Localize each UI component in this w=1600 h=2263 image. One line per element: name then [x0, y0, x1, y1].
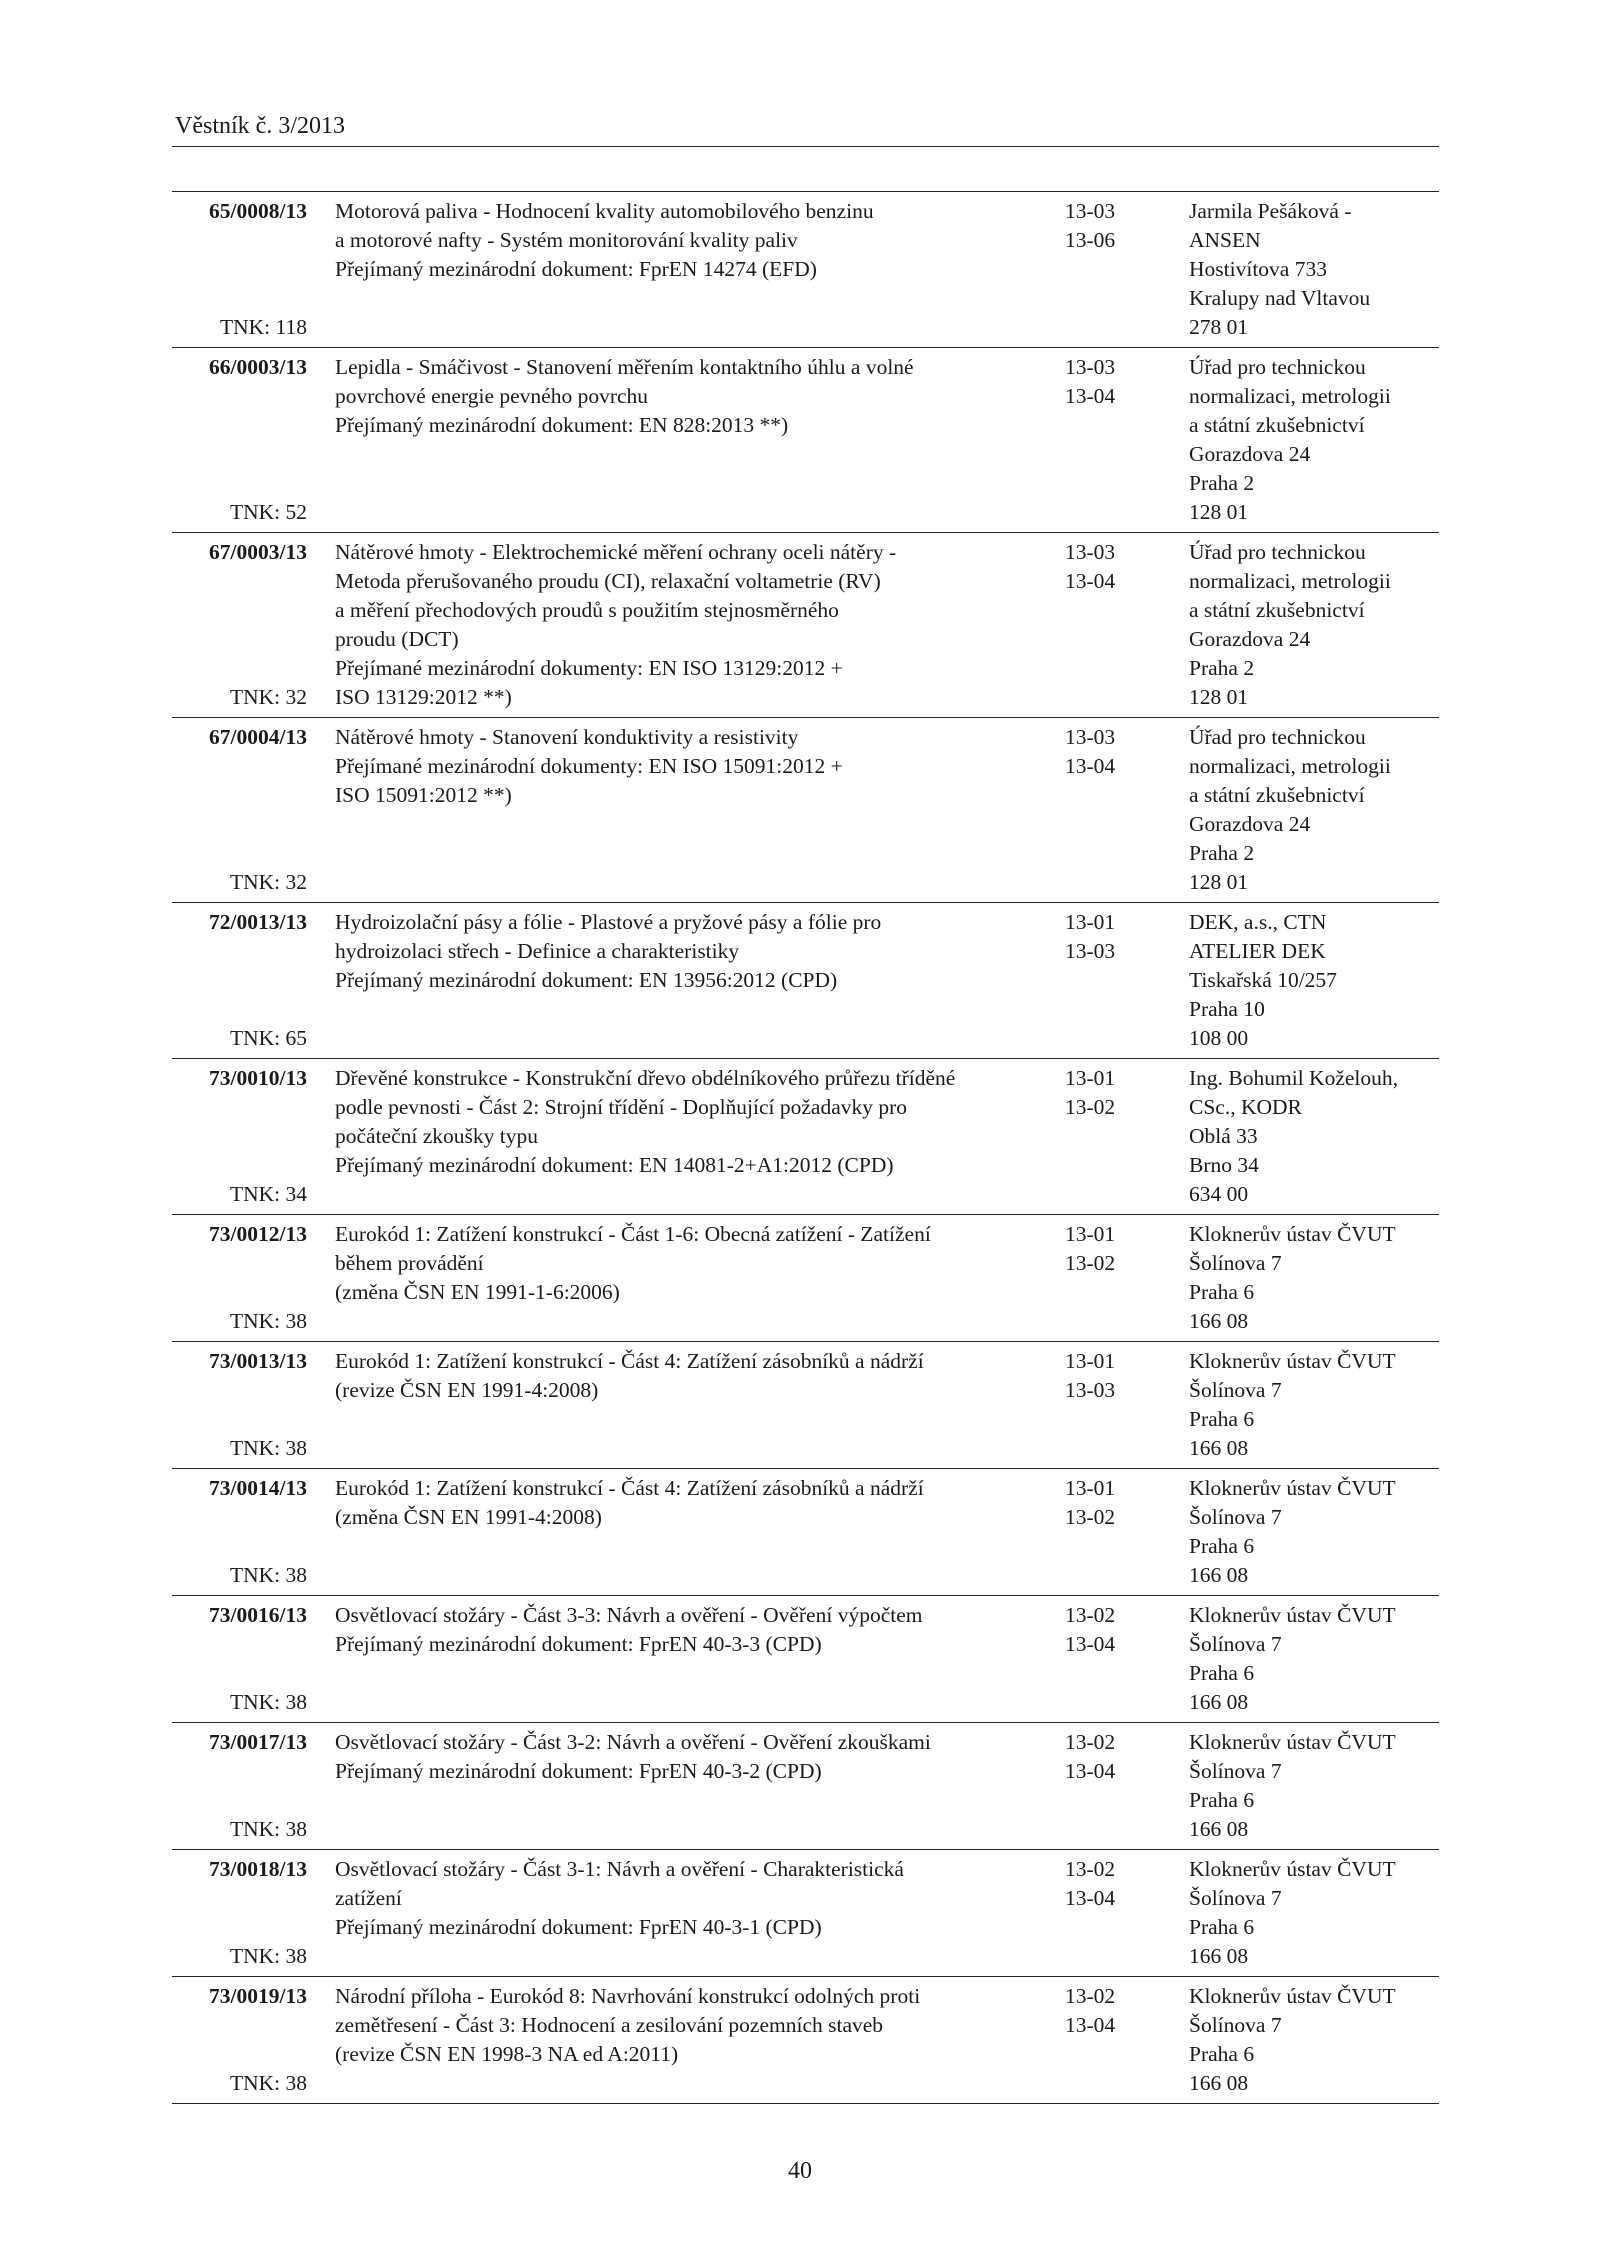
tnk-label: TNK: 38: [229, 1944, 307, 1968]
list-item: [172, 533, 1439, 718]
entry-number: 67/0004/13: [209, 725, 307, 749]
description-line: Přejímaný mezinárodní dokument: FprEN 14274 (EFD): [335, 257, 817, 281]
list-item: [172, 718, 1439, 903]
list-item: [172, 1215, 1439, 1342]
entry-codes: [1065, 1601, 1145, 1659]
address-line: 634 00: [1189, 1182, 1249, 1206]
description-line: Eurokód 1: Zatížení konstrukcí - Část 1-6: Obecná zatížení - Zatížení: [335, 1222, 931, 1246]
entry-description: [335, 1474, 1035, 1532]
description-line: Přejímaný mezinárodní dokument: EN 14081-2+A1:2012 (CPD): [335, 1153, 894, 1177]
code-line: 13-02: [1065, 1505, 1116, 1529]
description-line: Hydroizolační pásy a fólie - Plastové a pryžové pásy a fólie pro: [335, 910, 882, 934]
address-line: Šolínova 7: [1189, 1886, 1282, 1910]
address-line: Brno 34: [1189, 1153, 1259, 1177]
address-line: Praha 6: [1189, 1661, 1255, 1685]
description-line: a motorové nafty - Systém monitorování kvality paliv: [335, 228, 798, 252]
tnk-label: TNK: 32: [229, 870, 307, 894]
code-line: 13-02: [1065, 1095, 1116, 1119]
address-line: Šolínova 7: [1189, 1251, 1282, 1275]
address-line: Úřad pro technickou: [1189, 355, 1366, 379]
code-line: 13-01: [1065, 1222, 1116, 1246]
list-item: [172, 1469, 1439, 1596]
address-line: Praha 6: [1189, 1915, 1255, 1939]
tnk-label: TNK: 34: [229, 1182, 307, 1206]
entry-address: [1189, 1601, 1439, 1717]
code-line: 13-03: [1065, 939, 1116, 963]
description-line: Přejímaný mezinárodní dokument: FprEN 40-3-3 (CPD): [335, 1632, 822, 1656]
address-line: Praha 10: [1189, 997, 1265, 1021]
address-line: a státní zkušebnictví: [1189, 783, 1365, 807]
tnk-label: TNK: 32: [229, 685, 307, 709]
address-line: Kloknerův ústav ČVUT: [1189, 1857, 1396, 1881]
entry-identifier: [172, 1347, 307, 1463]
list-item: [172, 1059, 1439, 1215]
address-line: DEK, a.s., CTN: [1189, 910, 1327, 934]
entry-description: [335, 1855, 1035, 1942]
address-line: Šolínova 7: [1189, 1505, 1282, 1529]
code-line: 13-01: [1065, 1476, 1116, 1500]
address-line: Gorazdova 24: [1189, 627, 1311, 651]
tnk-label: TNK: 38: [229, 1817, 307, 1841]
entry-number: 73/0013/13: [209, 1349, 307, 1373]
entry-address: [1189, 908, 1439, 1053]
entry-codes: [1065, 197, 1145, 255]
entry-description: [335, 1220, 1035, 1307]
tnk-label: TNK: 38: [229, 1309, 307, 1333]
entry-address: [1189, 1064, 1439, 1209]
code-line: 13-02: [1065, 1603, 1116, 1627]
description-line: Lepidla - Smáčivost - Stanovení měřením kontaktního úhlu a volné: [335, 355, 914, 379]
description-line: Přejímaný mezinárodní dokument: EN 828:2013 **): [335, 413, 789, 437]
entry-number: 67/0003/13: [209, 540, 307, 564]
journal-title: Věstník č. 3/2013: [175, 113, 345, 139]
entry-address: [1189, 723, 1439, 897]
list-item: [172, 1342, 1439, 1469]
entry-number: 73/0010/13: [209, 1066, 307, 1090]
entry-number: 73/0017/13: [209, 1730, 307, 1754]
standards-list: [172, 191, 1439, 2104]
address-line: CSc., KODR: [1189, 1095, 1302, 1119]
description-line: (změna ČSN EN 1991-1-6:2006): [335, 1280, 620, 1304]
address-line: Praha 2: [1189, 471, 1255, 495]
address-line: Ing. Bohumil Koželouh,: [1189, 1066, 1399, 1090]
address-line: Kloknerův ústav ČVUT: [1189, 1349, 1396, 1373]
description-line: (revize ČSN EN 1998-3 NA ed A:2011): [335, 2042, 679, 2066]
address-line: 166 08: [1189, 2071, 1249, 2095]
entry-codes: [1065, 1728, 1145, 1786]
code-line: 13-04: [1065, 569, 1116, 593]
description-line: Osvětlovací stožáry - Část 3-2: Návrh a ověření - Ověření zkouškami: [335, 1730, 931, 1754]
entry-description: [335, 1728, 1035, 1786]
entry-address: [1189, 1347, 1439, 1463]
address-line: a státní zkušebnictví: [1189, 598, 1365, 622]
description-line: zemětřesení - Část 3: Hodnocení a zesilování pozemních staveb: [335, 2013, 884, 2037]
address-line: Úřad pro technickou: [1189, 725, 1366, 749]
entry-codes: [1065, 1855, 1145, 1913]
description-line: a měření přechodových proudů s použitím stejnosměrného: [335, 598, 839, 622]
entry-codes: [1065, 1982, 1145, 2040]
address-line: Šolínova 7: [1189, 1632, 1282, 1656]
address-line: 128 01: [1189, 685, 1249, 709]
address-line: 166 08: [1189, 1817, 1249, 1841]
address-line: 166 08: [1189, 1436, 1249, 1460]
address-line: 278 01: [1189, 315, 1249, 339]
page-number: 40: [788, 2158, 812, 2184]
address-line: Gorazdova 24: [1189, 442, 1311, 466]
entry-address: [1189, 1220, 1439, 1336]
address-line: 128 01: [1189, 500, 1249, 524]
description-line: Přejímaný mezinárodní dokument: EN 13956:2012 (CPD): [335, 968, 838, 992]
description-line: (změna ČSN EN 1991-4:2008): [335, 1505, 602, 1529]
entry-description: [335, 1064, 1035, 1180]
code-line: 13-02: [1065, 1984, 1116, 2008]
list-item: [172, 1977, 1439, 2104]
address-line: Gorazdova 24: [1189, 812, 1311, 836]
address-line: 166 08: [1189, 1690, 1249, 1714]
code-line: 13-04: [1065, 1632, 1116, 1656]
list-item: [172, 1723, 1439, 1850]
code-line: 13-04: [1065, 384, 1116, 408]
address-line: Oblá 33: [1189, 1124, 1258, 1148]
entry-address: [1189, 1855, 1439, 1971]
address-line: Úřad pro technickou: [1189, 540, 1366, 564]
page-header: [172, 110, 1439, 147]
address-line: Praha 6: [1189, 1280, 1255, 1304]
entry-codes: [1065, 908, 1145, 966]
description-line: Motorová paliva - Hodnocení kvality automobilového benzinu: [335, 199, 874, 223]
entry-address: [1189, 1982, 1439, 2098]
entry-number: 73/0014/13: [209, 1476, 307, 1500]
address-line: 166 08: [1189, 1563, 1249, 1587]
entry-identifier: [172, 197, 307, 342]
address-line: 108 00: [1189, 1026, 1249, 1050]
description-line: Nátěrové hmoty - Elektrochemické měření ochrany oceli nátěry -: [335, 540, 897, 564]
entry-codes: [1065, 1474, 1145, 1532]
list-item: [172, 192, 1439, 348]
entry-number: 73/0018/13: [209, 1857, 307, 1881]
entry-identifier: [172, 1601, 307, 1717]
description-line: podle pevnosti - Část 2: Strojní třídění - Doplňující požadavky pro: [335, 1095, 908, 1119]
entry-number: 73/0016/13: [209, 1603, 307, 1627]
entry-description: [335, 197, 1035, 284]
entry-codes: [1065, 353, 1145, 411]
description-line: ISO 13129:2012 **): [335, 685, 512, 709]
description-line: Osvětlovací stožáry - Část 3-1: Návrh a ověření - Charakteristická: [335, 1857, 904, 1881]
address-line: Kloknerův ústav ČVUT: [1189, 1730, 1396, 1754]
entry-address: [1189, 353, 1439, 527]
code-line: 13-03: [1065, 199, 1116, 223]
tnk-label: TNK: 38: [229, 1563, 307, 1587]
code-line: 13-04: [1065, 1886, 1116, 1910]
address-line: Jarmila Pešáková -: [1189, 199, 1352, 223]
address-line: Kloknerův ústav ČVUT: [1189, 1476, 1396, 1500]
description-line: Přejímané mezinárodní dokumenty: EN ISO 15091:2012 +: [335, 754, 843, 778]
entry-identifier: [172, 1855, 307, 1971]
description-line: zatížení: [335, 1886, 402, 1910]
code-line: 13-04: [1065, 754, 1116, 778]
address-line: Praha 6: [1189, 1788, 1255, 1812]
tnk-label: TNK: 38: [229, 2071, 307, 2095]
description-line: Dřevěné konstrukce - Konstrukční dřevo obdélníkového průřezu tříděné: [335, 1066, 956, 1090]
entry-description: [335, 1347, 1035, 1405]
address-line: Praha 6: [1189, 1407, 1255, 1431]
entry-address: [1189, 538, 1439, 712]
address-line: 166 08: [1189, 1309, 1249, 1333]
code-line: 13-04: [1065, 1759, 1116, 1783]
description-line: hydroizolaci střech - Definice a charakteristiky: [335, 939, 740, 963]
address-line: Šolínova 7: [1189, 2013, 1282, 2037]
address-line: Kloknerův ústav ČVUT: [1189, 1984, 1396, 2008]
description-line: Přejímaný mezinárodní dokument: FprEN 40-3-1 (CPD): [335, 1915, 822, 1939]
address-line: ATELIER DEK: [1189, 939, 1326, 963]
entry-identifier: [172, 1064, 307, 1209]
description-line: ISO 15091:2012 **): [335, 783, 512, 807]
description-line: Nátěrové hmoty - Stanovení konduktivity a resistivity: [335, 725, 799, 749]
entry-identifier: [172, 908, 307, 1053]
address-line: Kloknerův ústav ČVUT: [1189, 1603, 1396, 1627]
entry-description: [335, 723, 1035, 810]
address-line: a státní zkušebnictví: [1189, 413, 1365, 437]
address-line: Tiskařská 10/257: [1189, 968, 1337, 992]
code-line: 13-03: [1065, 540, 1116, 564]
code-line: 13-03: [1065, 725, 1116, 749]
description-line: Národní příloha - Eurokód 8: Navrhování konstrukcí odolných proti: [335, 1984, 921, 2008]
tnk-label: TNK: 118: [220, 315, 307, 339]
address-line: normalizaci, metrologii: [1189, 384, 1391, 408]
code-line: 13-06: [1065, 228, 1116, 252]
address-line: Šolínova 7: [1189, 1759, 1282, 1783]
tnk-label: TNK: 38: [229, 1690, 307, 1714]
tnk-label: TNK: 65: [229, 1026, 307, 1050]
entry-identifier: [172, 353, 307, 527]
entry-identifier: [172, 1474, 307, 1590]
address-line: normalizaci, metrologii: [1189, 569, 1391, 593]
address-line: Hostivítova 733: [1189, 257, 1327, 281]
address-line: 166 08: [1189, 1944, 1249, 1968]
entry-description: [335, 1982, 1035, 2069]
address-line: Kloknerův ústav ČVUT: [1189, 1222, 1396, 1246]
description-line: během provádění: [335, 1251, 484, 1275]
list-item: [172, 348, 1439, 533]
description-line: (revize ČSN EN 1991-4:2008): [335, 1378, 599, 1402]
entry-codes: [1065, 1347, 1145, 1405]
description-line: Eurokód 1: Zatížení konstrukcí - Část 4: Zatížení zásobníků a nádrží: [335, 1349, 924, 1373]
code-line: 13-02: [1065, 1857, 1116, 1881]
list-item: [172, 1850, 1439, 1977]
entry-number: 66/0003/13: [209, 355, 307, 379]
entry-description: [335, 1601, 1035, 1659]
entry-address: [1189, 1474, 1439, 1590]
entry-number: 73/0012/13: [209, 1222, 307, 1246]
description-line: Osvětlovací stožáry - Část 3-3: Návrh a ověření - Ověření výpočtem: [335, 1603, 923, 1627]
tnk-label: TNK: 52: [229, 500, 307, 524]
description-line: proudu (DCT): [335, 627, 459, 651]
code-line: 13-01: [1065, 1066, 1116, 1090]
entry-number: 72/0013/13: [209, 910, 307, 934]
entry-number: 65/0008/13: [209, 199, 307, 223]
description-line: Metoda přerušovaného proudu (CI), relaxační voltametrie (RV): [335, 569, 881, 593]
entry-address: [1189, 1728, 1439, 1844]
code-line: 13-03: [1065, 1378, 1116, 1402]
code-line: 13-02: [1065, 1251, 1116, 1275]
address-line: 128 01: [1189, 870, 1249, 894]
entry-description: [335, 908, 1035, 995]
entry-number: 73/0019/13: [209, 1984, 307, 2008]
address-line: ANSEN: [1189, 228, 1261, 252]
tnk-label: TNK: 38: [229, 1436, 307, 1460]
description-line: povrchové energie pevného povrchu: [335, 384, 649, 408]
address-line: Praha 6: [1189, 2042, 1255, 2066]
code-line: 13-04: [1065, 2013, 1116, 2037]
code-line: 13-02: [1065, 1730, 1116, 1754]
entry-description: [335, 538, 1035, 712]
entry-identifier: [172, 1728, 307, 1844]
description-line: Eurokód 1: Zatížení konstrukcí - Část 4: Zatížení zásobníků a nádrží: [335, 1476, 924, 1500]
address-line: Šolínova 7: [1189, 1378, 1282, 1402]
description-line: počáteční zkoušky typu: [335, 1124, 539, 1148]
list-item: [172, 903, 1439, 1059]
entry-identifier: [172, 1220, 307, 1336]
entry-codes: [1065, 1220, 1145, 1278]
entry-address: [1189, 197, 1439, 342]
entry-identifier: [172, 1982, 307, 2098]
code-line: 13-01: [1065, 910, 1116, 934]
description-line: Přejímaný mezinárodní dokument: FprEN 40-3-2 (CPD): [335, 1759, 822, 1783]
address-line: Kralupy nad Vltavou: [1189, 286, 1371, 310]
address-line: Praha 6: [1189, 1534, 1255, 1558]
description-line: Přejímané mezinárodní dokumenty: EN ISO 13129:2012 +: [335, 656, 843, 680]
code-line: 13-03: [1065, 355, 1116, 379]
address-line: normalizaci, metrologii: [1189, 754, 1391, 778]
entry-description: [335, 353, 1035, 440]
address-line: Praha 2: [1189, 841, 1255, 865]
entry-codes: [1065, 723, 1145, 781]
entry-codes: [1065, 1064, 1145, 1122]
code-line: 13-01: [1065, 1349, 1116, 1373]
address-line: Praha 2: [1189, 656, 1255, 680]
entry-identifier: [172, 723, 307, 897]
entry-identifier: [172, 538, 307, 712]
list-item: [172, 1596, 1439, 1723]
entry-codes: [1065, 538, 1145, 596]
